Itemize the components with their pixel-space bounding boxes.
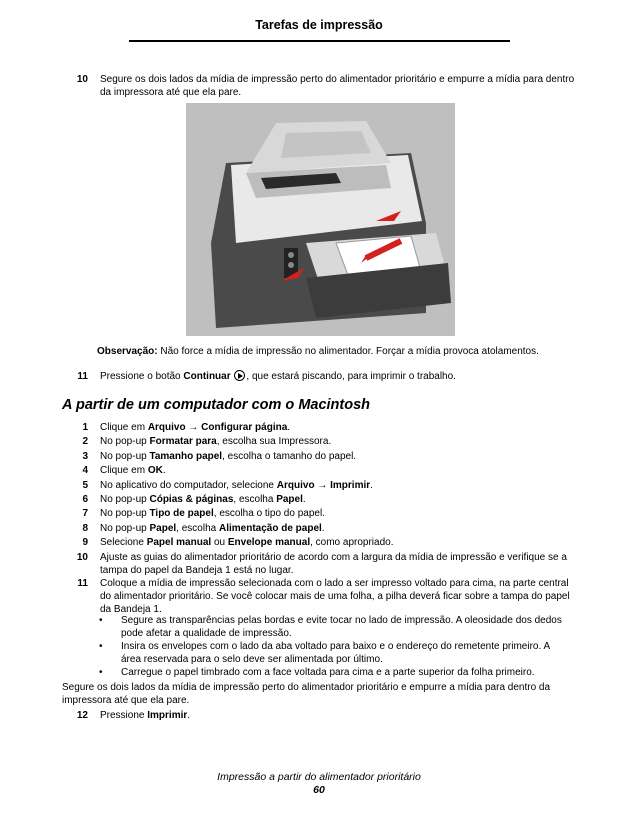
menu-term: Alimentação de papel bbox=[218, 522, 322, 534]
bullet-text: Segure as transparências pelas bordas e evite tocar no lado de impressão. A oleosidade dos dedos pode afetar a qualidade de impressão. bbox=[121, 615, 562, 639]
step-text-part: Selecione bbox=[100, 537, 147, 549]
continue-button-name: Continuar bbox=[183, 371, 231, 382]
step-text-part: . bbox=[321, 522, 325, 534]
step-11 bbox=[62, 370, 582, 383]
note bbox=[97, 346, 539, 357]
mac-step-12 bbox=[62, 709, 582, 722]
menu-term: Papel bbox=[149, 522, 177, 534]
mac-step-5 bbox=[62, 479, 582, 492]
header-rule bbox=[129, 40, 510, 42]
menu-term: Arquivo bbox=[147, 422, 186, 433]
step-text-part: No pop-up bbox=[100, 522, 150, 534]
step-text-after: . bbox=[187, 710, 191, 721]
step-number: 8 bbox=[82, 522, 88, 534]
step-text-part: , escolha bbox=[233, 494, 277, 505]
menu-term: Arquivo bbox=[276, 479, 315, 491]
step-text-part: . bbox=[287, 422, 291, 433]
step-text-after: , que estará piscando, para imprimir o trabalho. bbox=[246, 371, 456, 382]
note-text: Não force a mídia de impressão no alimentador. Forçar a mídia provoca atolamentos. bbox=[160, 346, 539, 357]
list-item bbox=[97, 640, 567, 666]
step-text bbox=[100, 370, 582, 383]
step-text bbox=[100, 493, 582, 506]
step-text-part: Clique em bbox=[100, 465, 148, 477]
step-text-part: , escolha o tamanho do papel. bbox=[222, 450, 357, 462]
arrow-icon: → bbox=[314, 479, 331, 491]
section-title: A partir de um computador com o Macintosh bbox=[62, 397, 371, 413]
mac-step-10 bbox=[62, 551, 582, 577]
menu-term: Envelope manual bbox=[227, 537, 311, 549]
step-text: Coloque a mídia de impressão selecionada com o lado a ser impresso voltado para cima, na parte central do alimentador prioritário. Se você colocar mais de uma folha, a pilha deverá ficar sobre a tampa do papel da Bandeja 1. bbox=[100, 578, 570, 615]
mac-step-6 bbox=[62, 493, 582, 506]
mac-step-11 bbox=[62, 577, 582, 616]
step-number: 1 bbox=[82, 422, 88, 433]
bullet-marker: • bbox=[99, 641, 103, 652]
step-number: 11 bbox=[77, 578, 88, 589]
step-number: 4 bbox=[82, 465, 88, 477]
tips-list bbox=[97, 614, 567, 679]
step-number: 5 bbox=[82, 479, 88, 491]
step-text bbox=[100, 421, 582, 434]
bullet-text: Insira os envelopes com o lado da aba voltado para baixo e o endereço do remetente primeiro. A área reservada para o selo deve ser alimentada por último. bbox=[121, 641, 550, 665]
step-text: Segure os dois lados da mídia de impressão perto do alimentador prioritário e empurre a mídia para dentro da impressora até que ela pare. bbox=[100, 74, 575, 98]
mac-step-9 bbox=[62, 536, 582, 549]
step-text-part: , escolha bbox=[176, 522, 219, 534]
step-text-part: . bbox=[370, 479, 373, 491]
step-text bbox=[100, 464, 582, 477]
step-text-part: . bbox=[302, 494, 306, 505]
step-text-part: Clique em bbox=[100, 422, 148, 433]
list-item bbox=[97, 614, 567, 640]
step-10 bbox=[62, 73, 582, 99]
step-text-part: , escolha o tipo do papel. bbox=[213, 508, 325, 520]
list-item bbox=[97, 666, 567, 679]
step-number: 6 bbox=[82, 494, 88, 505]
step-text-before: Pressione o botão bbox=[100, 371, 181, 382]
bullet-text: Carregue o papel timbrado com a face voltada para cima e a parte superior da folha primeiro. bbox=[121, 667, 535, 678]
bullet-marker: • bbox=[99, 667, 103, 678]
step-text: Ajuste as guias do alimentador prioritário de acordo com a largura da mídia de impressão e verifique se a tampa do papel da Bandeja 1 está no lugar. bbox=[100, 552, 567, 576]
step-number: 12 bbox=[76, 710, 88, 721]
step-text-part: . bbox=[162, 465, 166, 477]
step-text-part: No aplicativo do computador, selecione bbox=[100, 479, 277, 491]
step-text-part: ou bbox=[211, 537, 228, 549]
step-text bbox=[100, 522, 582, 535]
step-text-part: No pop-up bbox=[100, 494, 150, 505]
step-number: 7 bbox=[82, 508, 88, 520]
mac-step-2 bbox=[62, 435, 582, 448]
note-label: Observação: bbox=[97, 346, 158, 357]
page-number: 60 bbox=[313, 784, 325, 796]
step-number: 10 bbox=[76, 552, 88, 563]
menu-term: OK bbox=[147, 465, 163, 477]
step-number: 3 bbox=[82, 450, 88, 462]
step-text bbox=[100, 479, 582, 492]
menu-term: Configurar página bbox=[201, 422, 288, 433]
page-header-title: Tarefas de impressão bbox=[255, 18, 383, 32]
menu-term: Papel bbox=[276, 494, 303, 505]
step-text-part: , escolha sua Impressora. bbox=[216, 436, 332, 448]
mac-step-7 bbox=[62, 507, 582, 520]
menu-term: Imprimir bbox=[330, 479, 371, 491]
mac-step-3 bbox=[62, 450, 582, 463]
step-text-part: , como apropriado. bbox=[310, 537, 394, 549]
printer-illustration bbox=[186, 103, 455, 336]
arrow-icon: → bbox=[185, 422, 202, 433]
print-button-name: Imprimir bbox=[147, 710, 188, 721]
step-text-part: No pop-up bbox=[100, 436, 150, 448]
step-text bbox=[100, 709, 582, 722]
menu-term: Tipo de papel bbox=[149, 508, 214, 520]
menu-term: Cópias & páginas bbox=[149, 494, 234, 505]
printer-image bbox=[186, 103, 455, 336]
step-number: 9 bbox=[82, 537, 88, 549]
bullet-marker: • bbox=[99, 615, 103, 626]
menu-term: Papel manual bbox=[146, 537, 212, 549]
step-text bbox=[100, 435, 582, 448]
mac-step-1 bbox=[62, 421, 582, 434]
footer-title: Impressão a partir do alimentador prioritário bbox=[217, 771, 421, 783]
step-number: 10 bbox=[76, 74, 88, 85]
mac-step-4 bbox=[62, 464, 582, 477]
menu-term: Formatar para bbox=[149, 436, 217, 448]
step-text bbox=[100, 450, 582, 463]
mac-step-8 bbox=[62, 522, 582, 535]
step-text-part: No pop-up bbox=[100, 450, 150, 462]
step-text bbox=[100, 536, 582, 549]
step-text-before: Pressione bbox=[100, 710, 148, 721]
closing-paragraph: Segure os dois lados da mídia de impressão perto do alimentador prioritário e empurre a mídia para dentro da impressora até que ela pare. bbox=[62, 682, 551, 706]
play-icon bbox=[234, 370, 245, 381]
step-text bbox=[100, 507, 582, 520]
step-number: 2 bbox=[82, 436, 88, 448]
menu-term: Tamanho papel bbox=[149, 450, 223, 462]
step-text-part: No pop-up bbox=[100, 508, 150, 520]
step-number: 11 bbox=[77, 371, 88, 382]
